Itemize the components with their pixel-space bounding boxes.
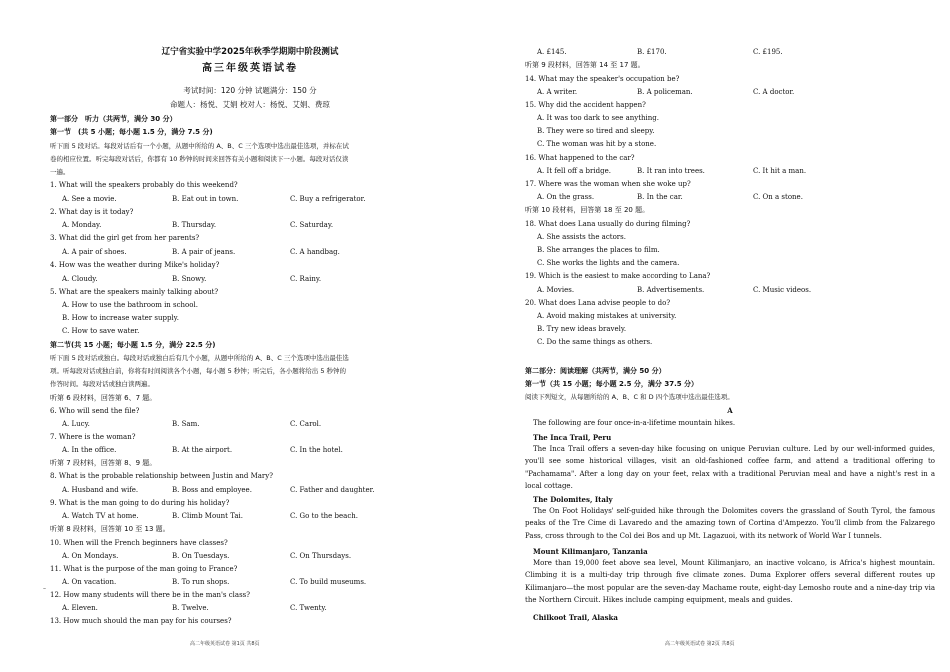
option-a: A. A pair of shoes. — [62, 248, 127, 256]
passage-intro: The following are four once-in-a-lifetime mountain hikes. — [533, 419, 736, 427]
material-intro: 听第 9 段材料，回答第 14 至 17 题。 — [525, 61, 645, 69]
question: 10. When will the French beginners have classes? — [50, 539, 228, 547]
option-b: B. Climb Mount Tai. — [172, 512, 243, 520]
option-b: B. How to increase water supply. — [62, 314, 179, 322]
option-c: C. Carol. — [290, 420, 322, 428]
option-b: B. On Tuesdays. — [172, 552, 230, 560]
option-c: C. A handbag. — [290, 248, 340, 256]
question: 20. What does Lana advise people to do? — [525, 299, 671, 307]
option-c: C. A doctor. — [753, 88, 795, 96]
option-b: B. £170. — [637, 48, 667, 56]
hike-description: The Inca Trail offers a seven-day hike focusing on unique Peruvian culture. Led by our well-informed guides, you'll see some historical villages, visit an old-fashioned coffee farm, and attend a traditional offering to "Pachamama". After a long day on your feet, relax with a traditional Peruvian meal and have a night's rest in a local cottage. — [525, 445, 935, 491]
question: 18. What does Lana usually do during filming? — [525, 220, 691, 228]
option-b: B. Try new ideas bravely. — [537, 325, 627, 333]
option-c: C. She works the lights and the camera. — [537, 259, 680, 267]
option-c: C. Do the same things as others. — [537, 338, 653, 346]
hike-description: The On Foot Holidays' self-guided hike through the Dolomites covers the grassland of South Tyrol, the famous peaks of the Tre Cime di Lavaredo and the amazing town of Cortina d'Ampezzo. You'll climb from the Falzarego Pass, cross through to the Col dei Bos and up Mt. Lagazuoi, with its network of World War I tunnels. — [525, 507, 935, 540]
option-a: A. £145. — [537, 48, 567, 56]
option-c: C. Father and daughter. — [290, 486, 375, 494]
option-c: C. Go to the beach. — [290, 512, 358, 520]
question: 1. What will the speakers probably do this weekend? — [50, 181, 238, 189]
hike-title: Chilkoot Trail, Alaska — [533, 613, 618, 622]
passage-label: A — [727, 406, 733, 415]
option-b: B. Sam. — [172, 420, 200, 428]
option-b: B. Advertisements. — [637, 286, 705, 294]
option-c: C. On Thursdays. — [290, 552, 352, 560]
option-c: C. Rainy. — [290, 275, 322, 283]
option-b: B. She arranges the places to film. — [537, 246, 660, 254]
exam-subtitle: 高三年级英语试卷 — [202, 63, 298, 74]
hike-title: Mount Kilimanjaro, Tanzania — [533, 547, 648, 556]
option-c: C. It hit a man. — [753, 167, 807, 175]
exam-authors: 命题人：杨悦、艾娟 校对人：杨悦、艾娟、费琼 — [170, 100, 330, 109]
question: 16. What happened to the car? — [525, 154, 635, 162]
option-c: C. The woman was hit by a stone. — [537, 140, 657, 148]
question: 13. How much should the man pay for his courses? — [50, 617, 232, 625]
question: 19. Which is the easiest to make according to Lana? — [525, 272, 711, 280]
section1-instruction: 听下面 5 段对话。每段对话后有一个小题，从题中所给的 A、B、C 三个选项中选出最佳选项，并标在试 — [50, 142, 349, 150]
option-b: B. Snowy. — [172, 275, 207, 283]
question: 4. How was the weather during Mike's holiday? — [50, 261, 220, 269]
option-c: C. In the hotel. — [290, 446, 343, 454]
part1-heading: 第一部分 听力（共两节，满分 30 分） — [50, 115, 177, 123]
option-b: B. A policeman. — [637, 88, 693, 96]
hike-description: More than 19,000 feet above sea level, Mount Kilimanjaro, an inactive volcano, is Africa's highest mountain. Climbing it is a multi-day trip through five climate zones. Duma Explorer offers several different routes up Kilimanjaro—the most popular are the seven-day Machame route, eight-day Lemosho route and a nine-day trip via the Northern Circuit. Hikes include camping equipment, meals and guides. — [525, 559, 935, 605]
option-a: A. Eleven. — [62, 604, 98, 612]
option-c: C. To build museums. — [290, 578, 367, 586]
page-footer: 高二年级英语试卷 第2页 共8页 — [665, 641, 735, 647]
material-intro: 听第 8 段材料，回答第 10 至 13 题。 — [50, 525, 170, 533]
question: 15. Why did the accident happen? — [525, 101, 646, 109]
section1-instruction: 一遍。 — [50, 168, 70, 176]
section2-instruction: 听下面 5 段对话或独白。每段对话或独白后有几个小题，从题中所给的 A、B、C 三个选项中选出最佳选 — [50, 354, 349, 362]
material-intro: 听第 7 段材料，回答第 8、9 题。 — [50, 459, 157, 467]
option-b: B. At the airport. — [172, 446, 233, 454]
hike-title: The Inca Trail, Peru — [533, 433, 612, 442]
hike-title: The Dolomites, Italy — [533, 495, 613, 504]
question: 3. What did the girl get from her parents? — [50, 234, 200, 242]
option-a: A. Watch TV at home. — [62, 512, 139, 520]
option-a: A. How to use the bathroom in school. — [62, 301, 198, 309]
material-intro: 听第 10 段材料，回答第 18 至 20 题。 — [525, 206, 650, 214]
option-a: A. Avoid making mistakes at university. — [537, 312, 677, 320]
option-a: A. It fell off a bridge. — [537, 167, 611, 175]
option-a: A. A writer. — [537, 88, 578, 96]
option-a: A. On the grass. — [537, 193, 595, 201]
option-b: B. Twelve. — [172, 604, 209, 612]
option-a: A. Lucy. — [62, 420, 90, 428]
option-a: A. In the office. — [62, 446, 117, 454]
option-a: A. On Mondays. — [62, 552, 119, 560]
option-c: C. On a stone. — [753, 193, 803, 201]
option-b: B. They were so tired and sleepy. — [537, 127, 655, 135]
option-b: B. Boss and employee. — [172, 486, 252, 494]
option-b: B. To run shops. — [172, 578, 230, 586]
question: 14. What may the speaker's occupation be? — [525, 75, 680, 83]
section2-instruction: 作答时间。每段对话或独白读两遍。 — [50, 380, 154, 388]
option-c: C. Music videos. — [753, 286, 812, 294]
question: 8. What is the probable relationship between Justin and Mary? — [50, 472, 273, 480]
option-a: A. She assists the actors. — [537, 233, 626, 241]
option-c: C. £195. — [753, 48, 783, 56]
question: 9. What is the man going to do during his holiday? — [50, 499, 230, 507]
question: 12. How many students will there be in the man's class? — [50, 591, 251, 599]
part2-heading: 第二部分：阅读理解（共两节，满分 50 分） — [525, 367, 666, 375]
option-b: B. A pair of jeans. — [172, 248, 236, 256]
section2-instruction: 项。听每段对话或独白前，你将有时间阅读各个小题，每小题 5 秒钟；听完后，各小题将给出 5 秒钟的 — [50, 367, 347, 375]
option-a: A. Husband and wife. — [62, 486, 139, 494]
part2-instruction: 阅读下列短文，从每题所给的 A、B、C 和 D 四个选项中选出最佳选项。 — [525, 393, 734, 401]
section2-heading: 第二节(共 15 小题；每小题 1.5 分，满分 22.5 分) — [50, 341, 216, 349]
option-c: C. Twenty. — [290, 604, 327, 612]
question: 17. Where was the woman when she woke up? — [525, 180, 691, 188]
question: 5. What are the speakers mainly talking about? — [50, 288, 219, 296]
option-a: A. Movies. — [537, 286, 575, 294]
question: 7. Where is the woman? — [50, 433, 136, 441]
part2-section1-heading: 第一节（共 15 小题；每小题 2.5 分，满分 37.5 分） — [525, 380, 699, 388]
option-a: A. On vacation. — [62, 578, 117, 586]
question: 2. What day is it today? — [50, 208, 134, 216]
page-footer: 高二年级英语试卷 第1页 共8页 — [190, 641, 260, 647]
option-b: B. It ran into trees. — [637, 167, 705, 175]
option-b: B. In the car. — [637, 193, 683, 201]
option-b: B. Eat out in town. — [172, 195, 239, 203]
option-a: A. Cloudy. — [62, 275, 98, 283]
option-a: A. Monday. — [62, 221, 102, 229]
material-intro: 听第 6 段材料，回答第 6、7 题。 — [50, 394, 157, 402]
option-a: A. It was too dark to see anything. — [537, 114, 659, 122]
section1-instruction: 卷的相应位置。听完每段对话后，你都有 10 秒钟的时间来回答有关小题和阅读下一小题。每段对话仅读 — [50, 155, 349, 163]
margin-mark: – — [43, 585, 46, 592]
exam-meta: 考试时间：120 分钟 试题满分：150 分 — [183, 86, 317, 95]
question: 11. What is the purpose of the man going to France? — [50, 565, 238, 573]
option-c: C. Saturday. — [290, 221, 334, 229]
option-b: B. Thursday. — [172, 221, 217, 229]
option-a: A. See a movie. — [62, 195, 117, 203]
question: 6. Who will send the file? — [50, 407, 140, 415]
option-c: C. Buy a refrigerator. — [290, 195, 366, 203]
option-c: C. How to save water. — [62, 327, 140, 335]
section1-heading: 第一节 (共 5 小题；每小题 1.5 分，满分 7.5 分) — [50, 128, 213, 136]
exam-title: 辽宁省实验中学2025年秋季学期期中阶段测试 — [161, 47, 339, 57]
